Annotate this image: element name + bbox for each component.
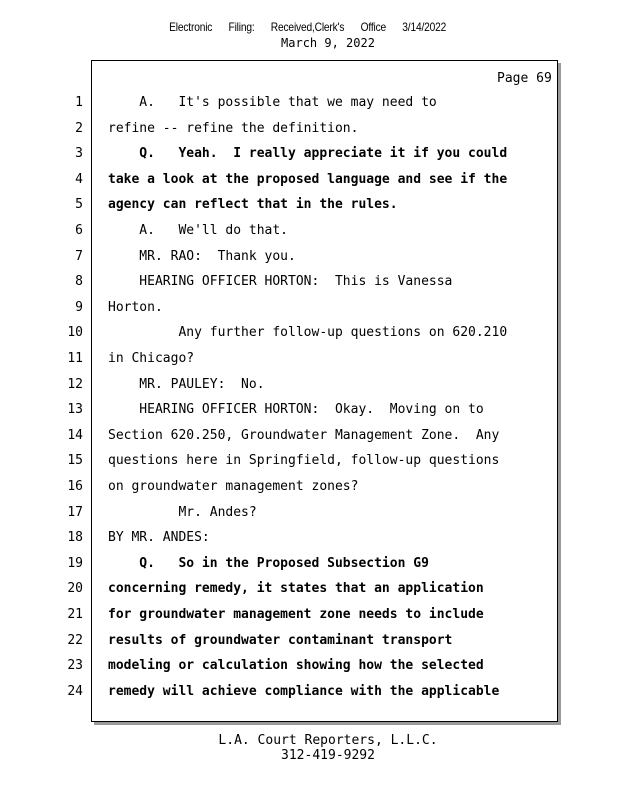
line-text: HEARING OFFICER HORTON: Okay. Moving on to <box>108 402 484 418</box>
line-text: A. It's possible that we may need to <box>108 95 437 110</box>
transcript-line <box>0 427 618 452</box>
line-number: 1 <box>75 95 83 110</box>
line-text: results of groundwater contaminant transport <box>108 632 453 648</box>
transcript-line <box>0 120 618 145</box>
line-text: questions here in Springfield, follow-up questions <box>108 453 500 469</box>
reporter-phone: 312-419-9292 <box>281 748 375 763</box>
page-number: Page 69 <box>497 71 552 86</box>
transcript-line <box>0 683 618 708</box>
line-text: HEARING OFFICER HORTON: This is Vanessa <box>108 274 453 290</box>
transcript-line <box>0 401 618 426</box>
line-text: MR. RAO: Thank you. <box>108 248 296 264</box>
line-number: 16 <box>67 479 83 494</box>
line-number: 22 <box>67 632 83 648</box>
line-text: modeling or calculation showing how the selected <box>108 658 484 674</box>
line-number: 21 <box>67 607 83 622</box>
stamp-date: 3/14/2022 <box>402 20 447 34</box>
transcript-line <box>0 350 618 375</box>
line-number: 7 <box>75 248 83 264</box>
line-text: A. We'll do that. <box>108 223 289 238</box>
transcript-line <box>0 632 618 657</box>
transcript-line <box>0 222 618 247</box>
line-number: 19 <box>67 555 83 571</box>
line-text: agency can reflect that in the rules. <box>108 197 398 213</box>
line-text: for groundwater management zone needs to include <box>108 607 484 622</box>
line-number: 8 <box>75 274 83 290</box>
transcript-line <box>0 478 618 503</box>
page-footer <box>0 733 618 763</box>
line-number: 17 <box>67 504 83 520</box>
transcript-line <box>0 299 618 324</box>
line-number: 3 <box>75 146 83 162</box>
line-number: 4 <box>75 171 83 187</box>
line-number: 10 <box>67 325 83 341</box>
stamp-electronic: Electronic <box>169 20 213 34</box>
transcript-line <box>0 171 618 196</box>
filing-stamp <box>45 20 570 34</box>
stamp-received: Received,Clerk's <box>270 20 345 34</box>
stamp-office: Office <box>360 20 387 34</box>
line-number: 9 <box>75 299 83 315</box>
line-number: 14 <box>67 427 83 443</box>
line-text: Horton. <box>108 299 163 315</box>
transcript-line <box>0 94 618 119</box>
transcript-line <box>0 452 618 477</box>
transcript-line <box>0 145 618 170</box>
line-text: refine -- refine the definition. <box>108 120 359 136</box>
transcript-line <box>0 196 618 221</box>
line-text: concerning remedy, it states that an application <box>108 581 484 597</box>
stamp-filing: Filing: <box>228 20 255 34</box>
line-text: MR. PAULEY: No. <box>108 376 265 392</box>
transcript-line <box>0 529 618 554</box>
line-text: on groundwater management zones? <box>108 479 359 494</box>
line-number: 20 <box>67 581 83 597</box>
line-number: 11 <box>67 351 83 366</box>
transcript-line <box>0 555 618 580</box>
line-number: 15 <box>67 453 83 469</box>
line-text: BY MR. ANDES: <box>108 530 210 546</box>
line-text: Q. Yeah. I really appreciate it if you could <box>108 146 508 162</box>
transcript-line <box>0 606 618 631</box>
line-text: remedy will achieve compliance with the applicable <box>108 683 500 699</box>
line-number: 2 <box>75 120 83 136</box>
transcript-line <box>0 376 618 401</box>
transcript-line <box>0 504 618 529</box>
reporter-company: L.A. Court Reporters, L.L.C. <box>218 733 438 748</box>
line-number: 23 <box>67 658 83 674</box>
line-text: in Chicago? <box>108 351 195 366</box>
line-text: take a look at the proposed language and see if the <box>108 171 508 187</box>
line-number: 18 <box>67 530 83 546</box>
line-number: 5 <box>75 197 83 213</box>
line-text: Any further follow-up questions on 620.210 <box>108 325 508 341</box>
line-text: Q. So in the Proposed Subsection G9 <box>108 555 429 571</box>
line-text: Section 620.250, Groundwater Management Zone. Any <box>108 427 500 443</box>
transcript-line <box>0 657 618 682</box>
transcript-line <box>0 324 618 349</box>
line-number: 6 <box>75 223 83 238</box>
line-number: 13 <box>67 402 83 418</box>
transcript-line <box>0 248 618 273</box>
line-text: Mr. Andes? <box>108 504 257 520</box>
transcript-date: March 9, 2022 <box>281 36 375 50</box>
transcript-line <box>0 273 618 298</box>
transcript-line <box>0 580 618 605</box>
line-number: 12 <box>67 376 83 392</box>
line-number: 24 <box>67 683 83 699</box>
